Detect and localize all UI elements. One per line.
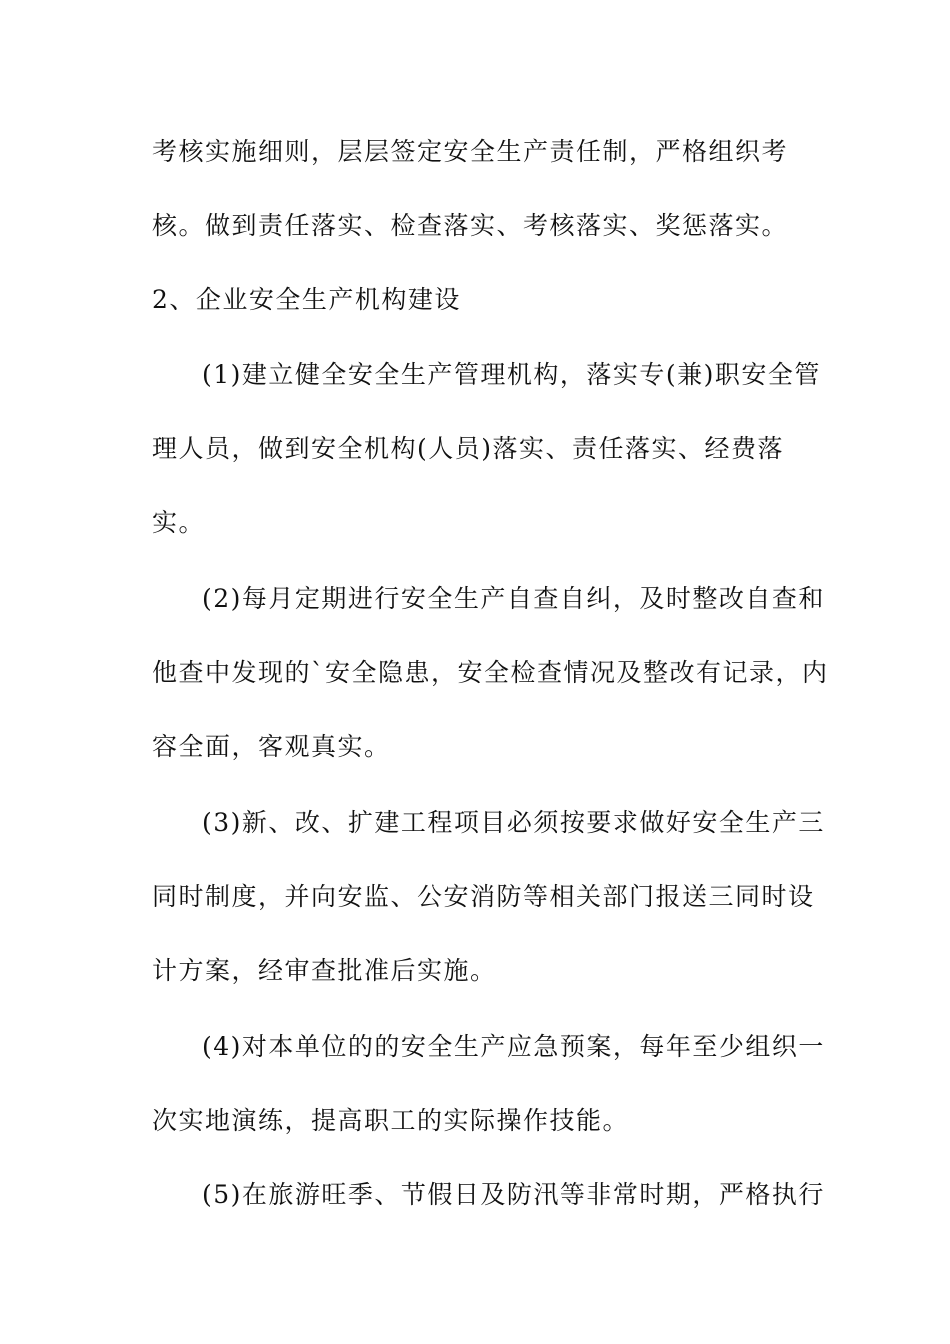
text-line: 他查中发现的`安全隐患，安全检查情况及整改有记录，内 [152, 658, 829, 687]
text-line: (2)每月定期进行安全生产自查自纠，及时整改自查和 [202, 584, 825, 613]
text-line: 次实地演练，提高职工的实际操作技能。 [152, 1106, 630, 1135]
text-line: 理人员，做到安全机构(人员)落实、责任落实、经费落 [152, 434, 785, 463]
text-line: (5)在旅游旺季、节假日及防汛等非常时期，严格执行 [202, 1180, 825, 1209]
text-line: 容全面，客观真实。 [152, 732, 391, 761]
text-line: (1)建立健全安全生产管理机构，落实专(兼)职安全管 [202, 360, 821, 389]
text-line: (3)新、改、扩建工程项目必须按要求做好安全生产三 [202, 808, 825, 837]
section-heading: 2、企业安全生产机构建设 [152, 285, 461, 314]
text-line: 计方案，经审查批准后实施。 [152, 956, 497, 985]
text-line: 同时制度，并向安监、公安消防等相关部门报送三同时设 [152, 882, 815, 911]
text-line: 核。做到责任落实、检查落实、考核落实、奖惩落实。 [152, 211, 789, 240]
text-line: (4)对本单位的的安全生产应急预案，每年至少组织一 [202, 1032, 825, 1061]
text-line: 考核实施细则，层层签定安全生产责任制，严格组织考 [152, 137, 789, 166]
text-line: 实。 [152, 508, 206, 537]
